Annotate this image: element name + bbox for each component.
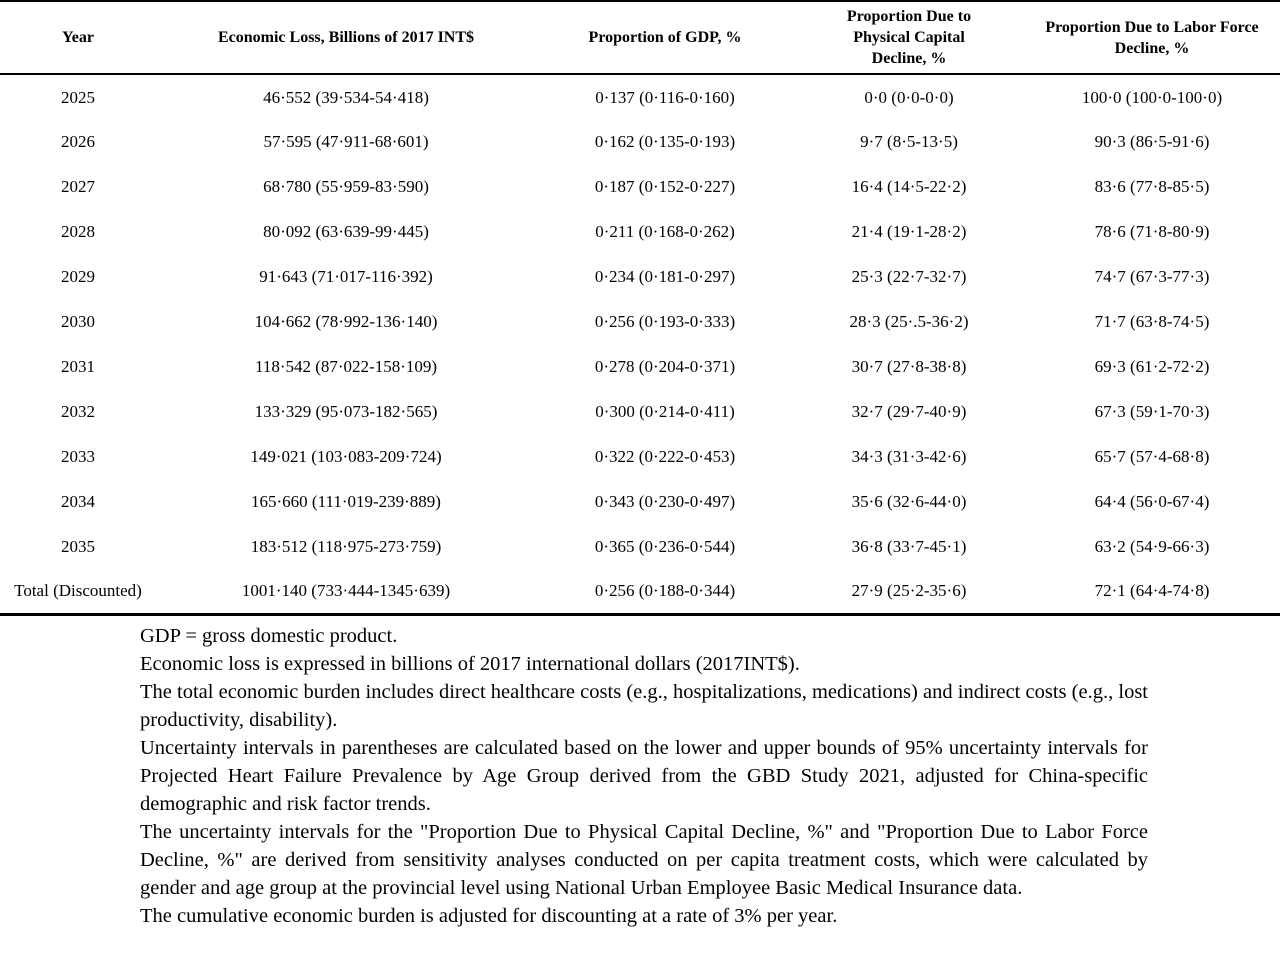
cell-physical-capital: 34·3 (31·3-42·6)	[851, 446, 967, 466]
cell-labor-force: 64·4 (56·0-67·4)	[1094, 491, 1210, 511]
cell-physical-capital: 28·3 (25·.5-36·2)	[849, 311, 969, 331]
cell-physical-capital: 16·4 (14·5-22·2)	[851, 176, 967, 196]
cell-economic-loss: 91·643 (71·017-116·392)	[259, 266, 433, 286]
cell-labor-force: 71·7 (63·8-74·5)	[1094, 311, 1210, 331]
cell-labor-force: 65·7 (57·4-68·8)	[1094, 446, 1210, 466]
cell-labor-force: 74·7 (67·3-77·3)	[1094, 266, 1210, 286]
cell-economic-loss: 104·662 (78·992-136·140)	[254, 311, 438, 331]
cell-physical-capital: 36·8 (33·7-45·1)	[851, 536, 967, 556]
header-physical-capital: Proportion Due to Physical Capital Decline, %	[846, 8, 972, 67]
table-row	[0, 479, 1280, 524]
cell-physical-capital: 9·7 (8·5-13·5)	[860, 131, 958, 151]
table-footnotes	[140, 622, 1148, 930]
header-economic-loss: Economic Loss, Billions of 2017 INT$	[217, 29, 475, 46]
cell-economic-loss: 183·512 (118·975-273·759)	[250, 536, 442, 556]
cell-year: 2028	[61, 221, 95, 241]
header-proportion-gdp: Proportion of GDP, %	[588, 29, 742, 46]
footnote: The total economic burden includes direct healthcare costs (e.g., hospitalizations, medications) and indirect costs (e.g., lost productivity, disability).	[140, 681, 1148, 731]
cell-economic-loss: 1001·140 (733·444-1345·639)	[241, 580, 451, 600]
cell-labor-force: 72·1 (64·4-74·8)	[1094, 580, 1210, 600]
header-year: Year	[62, 29, 94, 46]
cell-economic-loss: 46·552 (39·534-54·418)	[263, 88, 429, 107]
cell-labor-force: 83·6 (77·8-85·5)	[1094, 176, 1210, 196]
cell-proportion-gdp: 0·278 (0·204-0·371)	[594, 356, 736, 376]
cell-physical-capital: 35·6 (32·6-44·0)	[851, 491, 967, 511]
cell-year: 2026	[61, 131, 95, 151]
footnote: The uncertainty intervals for the "Proportion Due to Physical Capital Decline, %" and "Proportion Due to Labor Force Decline, %" are derived from sensitivity analyses conducted on per capita treatment costs, which were calculated by gender and age group at the provincial level using National Urban Employee Basic Medical Insurance data.	[140, 821, 1148, 899]
cell-year: 2025	[61, 88, 95, 107]
cell-year: 2034	[61, 491, 95, 511]
cell-labor-force: 90·3 (86·5-91·6)	[1094, 131, 1210, 151]
cell-economic-loss: 68·780 (55·959-83·590)	[263, 176, 429, 196]
footnote: Uncertainty intervals in parentheses are calculated based on the lower and upper bounds of 95% uncertainty intervals for Projected Heart Failure Prevalence by Age Group derived from the GBD Study 2021, adjusted for China-specific demographic and risk factor trends.	[140, 737, 1148, 815]
table-body	[0, 74, 1280, 614]
cell-proportion-gdp: 0·211 (0·168-0·262)	[595, 221, 735, 241]
cell-year: 2029	[61, 266, 95, 286]
table-header	[0, 1, 1280, 74]
cell-year: Total (Discounted)	[14, 580, 142, 600]
cell-proportion-gdp: 0·343 (0·230-0·497)	[594, 491, 736, 511]
footnote: GDP = gross domestic product.	[140, 625, 398, 647]
cell-physical-capital: 21·4 (19·1-28·2)	[851, 221, 967, 241]
cell-physical-capital: 25·3 (22·7-32·7)	[851, 266, 967, 286]
cell-proportion-gdp: 0·256 (0·193-0·333)	[594, 311, 736, 331]
header-row	[0, 1, 1280, 74]
table-row	[0, 254, 1280, 299]
cell-year: 2035	[61, 536, 95, 556]
table-row	[0, 299, 1280, 344]
cell-labor-force: 78·6 (71·8-80·9)	[1094, 221, 1210, 241]
table-row	[0, 119, 1280, 164]
cell-economic-loss: 57·595 (47·911-68·601)	[263, 131, 429, 151]
table-row	[0, 524, 1280, 569]
cell-proportion-gdp: 0·256 (0·188-0·344)	[594, 580, 736, 600]
table-row	[0, 569, 1280, 614]
cell-physical-capital: 30·7 (27·8-38·8)	[851, 356, 967, 376]
footnote: Economic loss is expressed in billions of 2017 international dollars (2017INT$).	[140, 653, 800, 675]
header-labor-force: Proportion Due to Labor Force Decline, %	[1045, 18, 1259, 57]
cell-economic-loss: 165·660 (111·019-239·889)	[251, 491, 441, 511]
cell-physical-capital: 27·9 (25·2-35·6)	[851, 580, 967, 600]
cell-labor-force: 63·2 (54·9-66·3)	[1094, 536, 1210, 556]
cell-proportion-gdp: 0·137 (0·116-0·160)	[595, 88, 735, 107]
cell-economic-loss: 149·021 (103·083-209·724)	[250, 446, 442, 466]
table-row	[0, 164, 1280, 209]
cell-labor-force: 69·3 (61·2-72·2)	[1094, 356, 1210, 376]
cell-economic-loss: 118·542 (87·022-158·109)	[254, 356, 438, 376]
cell-economic-loss: 80·092 (63·639-99·445)	[263, 221, 429, 241]
table-row	[0, 344, 1280, 389]
table-row	[0, 209, 1280, 254]
cell-proportion-gdp: 0·300 (0·214-0·411)	[595, 401, 735, 421]
cell-year: 2030	[61, 311, 95, 331]
cell-economic-loss: 133·329 (95·073-182·565)	[254, 401, 438, 421]
cell-physical-capital: 32·7 (29·7-40·9)	[851, 401, 967, 421]
cell-proportion-gdp: 0·187 (0·152-0·227)	[594, 176, 736, 196]
cell-proportion-gdp: 0·162 (0·135-0·193)	[594, 131, 736, 151]
table-row	[0, 434, 1280, 479]
cell-proportion-gdp: 0·234 (0·181-0·297)	[594, 266, 736, 286]
footnote: The cumulative economic burden is adjusted for discounting at a rate of 3% per year.	[140, 905, 838, 927]
cell-year: 2032	[61, 401, 95, 421]
cell-labor-force: 100·0 (100·0-100·0)	[1081, 88, 1223, 107]
cell-year: 2033	[61, 446, 95, 466]
cell-year: 2031	[61, 356, 95, 376]
cell-proportion-gdp: 0·322 (0·222-0·453)	[594, 446, 736, 466]
table-row	[0, 389, 1280, 434]
cell-physical-capital: 0·0 (0·0-0·0)	[864, 88, 954, 107]
table-row	[0, 74, 1280, 119]
cell-labor-force: 67·3 (59·1-70·3)	[1094, 401, 1210, 421]
cell-proportion-gdp: 0·365 (0·236-0·544)	[594, 536, 736, 556]
cell-year: 2027	[61, 176, 95, 196]
